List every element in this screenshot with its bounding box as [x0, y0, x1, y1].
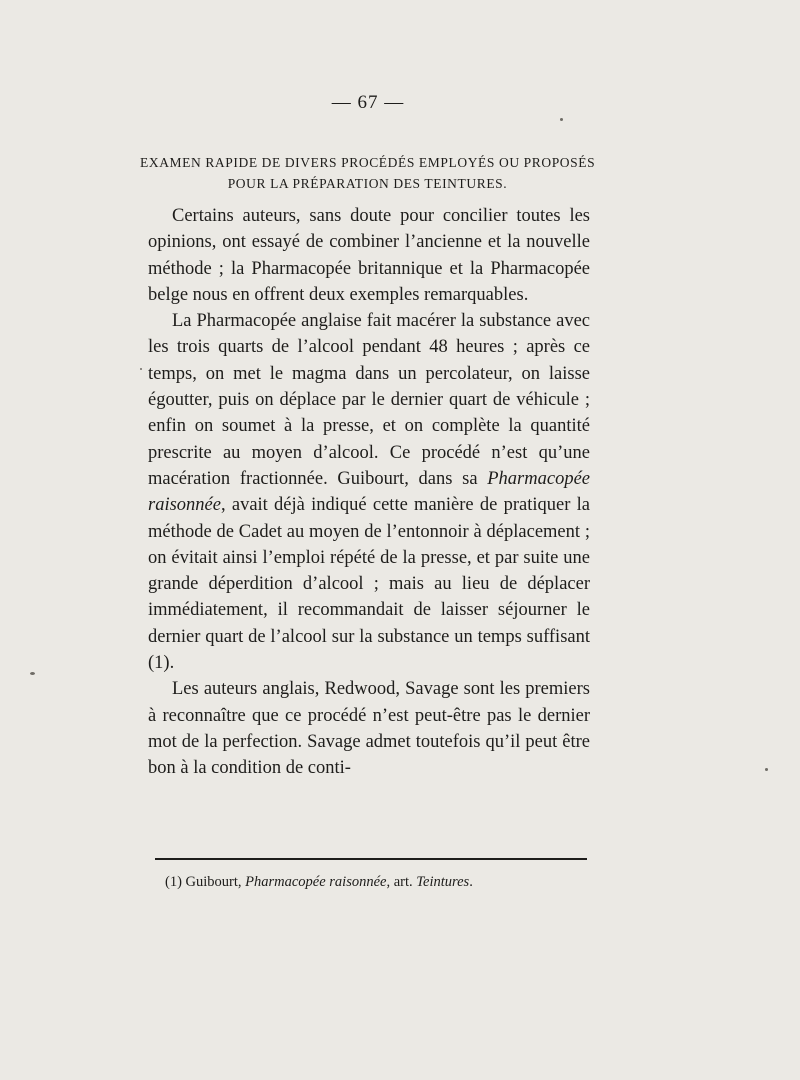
footnote-end: .	[469, 874, 473, 890]
paragraph-1: Certains auteurs, sans doute pour concilier toutes les opinions, ont essayé de combiner l’ancienne et la nouvelle méthode ; la Pharmacopée britannique et la Pharmacopée belge nous en offrent deux exemples remarquables.	[148, 206, 590, 305]
page-number: — 67 —	[331, 92, 405, 113]
section-heading	[140, 152, 595, 194]
footnote-article-title: Teintures	[416, 874, 470, 890]
footnote-divider	[155, 858, 587, 860]
paragraph-2	[148, 308, 590, 676]
paragraph-3: Les auteurs anglais, Redwood, Savage sont les premiers à reconnaître que ce procédé n’est peut-être pas le dernier mot de la perfection. Savage admet toutefois qu’il peut être bon à la condition de conti-	[148, 679, 590, 779]
footnote-work-title: Pharmacopée raisonnée	[245, 874, 387, 890]
paper-speck	[560, 118, 563, 121]
body-text	[148, 203, 590, 782]
section-heading-line-1: EXAMEN RAPIDE DE DIVERS PROCÉDÉS EMPLOYÉS OU PROPOSÉS	[140, 155, 596, 170]
paragraph-2-text-b: , avait déjà indiqué cette manière de pratiquer la méthode de Cadet au moyen de l’entonnoir à déplacement ; on évitait ainsi l’emploi répété de la presse, et par suite une grande déperdition d’alcool ; mais au lieu de déplacer immédiatement, il recommandait de laisser séjourner le dernier quart de l’alcool sur la substance un temps suffisant (1).	[148, 495, 590, 674]
footnote	[165, 874, 585, 891]
paragraph-2-italic-title: Pharmacopée raisonnée	[148, 468, 590, 516]
paragraph-2-text-a: La Pharmacopée anglaise fait macérer la substance avec les trois quarts de l’alcool pendant 48 heures ; après ce temps, on met le magma dans un percolateur, on laisse égoutter, puis on déplace par le dernier quart de véhicule ; enfin on soumet à la presse, et on complète la quantité prescrite au moyen d’alcool. Ce procédé n’est qu’une macération fractionnée. Guibourt, dans sa	[148, 311, 590, 489]
paper-speck	[140, 368, 142, 370]
paper-speck	[30, 672, 35, 675]
section-heading-line-2: POUR LA PRÉPARATION DES TEINTURES.	[227, 176, 508, 191]
footnote-article-prefix: , art.	[386, 874, 417, 890]
paper-speck	[765, 768, 768, 771]
footnote-marker: (1) Guibourt,	[165, 874, 246, 890]
